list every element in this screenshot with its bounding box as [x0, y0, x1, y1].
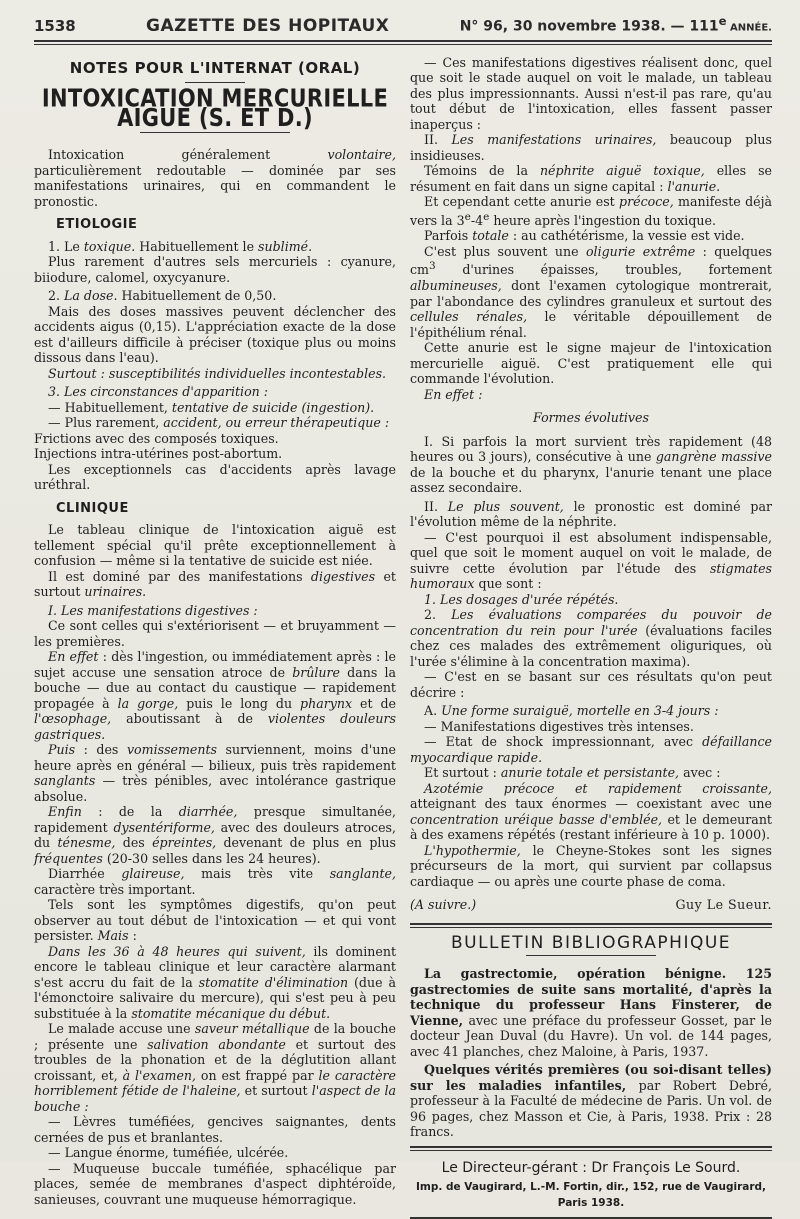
clinique-i-p1: Ce sont celles qui s'extériorisent — et bruyamment — les premières.	[34, 618, 396, 649]
etiology-3-l5: Les exceptionnels cas d'accidents après lavage uréthral.	[34, 461, 396, 493]
right-p6: Cette anurie est le signe majeur de l'intoxication mercurielle aiguë. C'est pratiquement elle qui commande l'évolution.	[410, 340, 772, 387]
formes-heading: Formes évolutives	[533, 410, 649, 426]
right-p1: — Ces manifestations digestives réalisent donc, quel que soit le stade auquel on voit le malade, un tableau des plus impressionnants. Aussi n'est-il pas rare, qu'au tout début de l'intoxication, elles fassent passer inaperçus :	[410, 54, 772, 132]
formes-3: — C'est pourquoi il est absolument indispensable, quel que soit le moment auquel on voit le malade, de suivre cette évolution par l'étude des stigmates humoraux que sont :	[410, 529, 772, 592]
clinique-i-p5: Diarrhée glaireuse, mais très vite sanglante, caractère très important.	[34, 866, 396, 897]
etiology-1: 1. Le toxique. Habituellement le sublimé.	[48, 238, 313, 254]
etiology-2b: Mais des doses massives peuvent déclencher des accidents aigus (0,15). L'appréciation exacte de la dose est d'ailleurs difficile à préciser (toxique plus ou moins dissous dans l'eau).	[34, 303, 396, 366]
page-header	[34, 14, 772, 40]
clinique-i-p7: Dans les 36 à 48 heures qui suivent, ils dominent encore le tableau clinique et leur caractère alarmant s'est accru du fait de la stomatite d'élimination (due à l'émonctoire salivaire du mercure), qui s'est peu à peu substituée à la stomatite mécanique du début.	[34, 943, 397, 1021]
section-clinique: CLINIQUE	[56, 500, 129, 516]
section-etiologie: ETIOLOGIE	[56, 217, 138, 233]
clinique-i-p2: En effet : dès l'ingestion, ou immédiatement après : le sujet accuse une sensation atroce de brûlure dans la bouche — due au contact du caustique — rapidement propagée à la gorge, puis le long du pharynx et de l'œsophage, aboutissant à de violentes douleurs gastriques.	[34, 649, 397, 742]
right-p3: Et cependant cette anurie est précoce, manifeste déjà vers la 3e-4e heure après l'ingestion du toxique.	[410, 194, 772, 228]
page-number: 1538	[34, 16, 76, 35]
author-name: Guy Le Sueur.	[675, 897, 772, 913]
etiology-2: 2. La dose. Habituellement de 0,50.	[48, 288, 277, 304]
forme-a-l2: — Etat de shock impressionnant, avec défaillance myocardique rapide.	[410, 734, 772, 765]
signature-line	[410, 897, 772, 913]
formes-5: 2. Les évaluations comparées du pouvoir de concentration du rein pour l'urée (évaluations faciles chez ces malades des extrêmement oliguriques, où l'urée s'élimine à la concentration maxima).	[410, 607, 772, 669]
clinique-i-l3: — Muqueuse buccale tuméfiée, sphacélique par places, semée de membranes d'aspect diphtéroïde, sanieuses, couvrant une muqueuse hémorragique.	[34, 1160, 396, 1207]
clinique-i-p4: Enfin : de la diarrhée, presque simultanée, rapidement dysentériforme, avec des douleurs atroces, du ténesme, des épreintes, devenant de plus en plus fréquentes (20-30 selles dans les 24 heures).	[34, 804, 397, 866]
journal-title: GAZETTE DES HOPITAUX	[146, 15, 390, 36]
to-be-continued: (A suivre.)	[410, 897, 477, 913]
bulletin-underline	[526, 955, 656, 956]
header-rule	[34, 40, 772, 45]
forme-a: A. Une forme suraiguë, mortelle en 3-4 jours :	[424, 703, 719, 719]
right-ii-head: II. Les manifestations urinaires, beaucoup plus insidieuses.	[410, 132, 772, 163]
director-line: Le Directeur-gérant : Dr François Le Sourd.	[441, 1159, 741, 1176]
etiology-2c: Surtout : susceptibilités individuelles incontestables.	[48, 365, 387, 381]
clinique-i-p6: Tels sont les symptômes digestifs, qu'on peut observer au tout début de l'intoxication — et qui vont persister. Mais :	[34, 897, 396, 944]
clinique-i-p3: Puis : des vomissements surviennent, moins d'une heure après en général — bilieux, puis très rapidement sanglants — très pénibles, avec intolérance gastrique absolue.	[34, 742, 397, 804]
formes-1: I. Si parfois la mort survient très rapidement (48 heures ou 3 jours), consécutive à une gangrène massive de la bouche et du pharynx, l'anurie tenant une place assez secondaire.	[410, 433, 772, 496]
article-rule	[140, 132, 290, 133]
etiology-1b: Plus rarement d'autres sels mercuriels : cyanure, biiodure, calomel, oxycyanure.	[34, 254, 396, 285]
imprint-line: Imp. de Vaugirard, L.-M. Fortin, dir., 152, rue de Vaugirard, Paris 1938.	[415, 1181, 767, 1209]
footer-rule	[410, 1146, 772, 1151]
right-p4: Parfois totale : au cathétérisme, la vessie est vide.	[424, 228, 745, 244]
forme-a-l1: — Manifestations digestives très intenses.	[424, 718, 694, 734]
etiology-3-l1: — Habituellement, tentative de suicide (ingestion).	[48, 399, 375, 415]
bib-entry-1: La gastrectomie, opération bénigne. 125 gastrectomies de suite sans mortalité, d'après la technique du professeur Hans Finsterer, de Vienne, avec une préface du professeur Gosset, par le docteur Jean Duval (du Havre). Un vol. de 144 pages, avec 41 planches, chez Maloine, à Paris, 1937.	[410, 966, 772, 1059]
etiology-3-l2: — Plus rarement, accident, ou erreur thérapeutique :	[48, 415, 390, 431]
clinique-i-l2: — Langue énorme, tuméfiée, ulcérée.	[48, 1145, 289, 1161]
etiology-3-l3: Frictions avec des composés toxiques.	[34, 430, 279, 446]
issue-date: N° 96, 30 novembre 1938. — 111e ANNÉE.	[459, 14, 772, 35]
forme-a-l5: L'hypothermie, le Cheyne-Stokes sont les signes précurseurs de la mort, qui survient par collapsus cardiaque — ou après une courte phase de coma.	[410, 842, 772, 889]
article-title: INTOXICATION MERCURIELLE AIGUE (S. ET D.)	[41, 84, 389, 132]
formes-2: II. Le plus souvent, le pronostic est dominé par l'évolution même de la néphrite.	[410, 498, 772, 530]
clinique-p1: Le tableau clinique de l'intoxication aiguë est tellement spécial qu'il prête exceptionnellement à confusion — même si la tentative de suicide est niée.	[34, 522, 396, 569]
clinique-i-p8: Le malade accuse une saveur métallique de la bouche ; présente une salivation abondante et surtout des troubles de la phonation et de la déglutition allant croissant, et, à l'examen, on est frappé par le caractère horriblement fétide de l'haleine, et surtout l'aspect de la bouche :	[34, 1021, 397, 1114]
formes-4: 1. Les dosages d'urée répétés.	[424, 591, 619, 607]
formes-6: — C'est en se basant sur ces résultats qu'on peut décrire :	[410, 669, 772, 700]
clinique-p2: Il est dominé par des manifestations digestives et surtout urinaires.	[34, 568, 396, 600]
clinique-i-head: I. Les manifestations digestives :	[48, 602, 258, 618]
columns	[34, 55, 772, 1219]
right-column	[410, 55, 772, 1219]
right-p2: Témoins de la néphrite aiguë toxique, elles se résument en fait dans un signe capital : l'anurie.	[410, 163, 772, 194]
left-column	[34, 55, 396, 1219]
intro-paragraph: Intoxication généralement volontaire, particulièrement redoutable — dominée par ses manifestations urinaires, qui en commandent le pronostic.	[34, 147, 396, 209]
bib-entry-2: Quelques vérités premières (ou soi-disant telles) sur les maladies infantiles, par Robert Debré, professeur à la Faculté de médecine de Paris. Un vol. de 96 pages, chez Masson et Cie, à Paris, 1938. Prix : 28 francs.	[410, 1062, 772, 1140]
etiology-3-l4: Injections intra-utérines post-abortum.	[34, 446, 283, 462]
forme-a-l4: Azotémie précoce et rapidement croissante, atteignant des taux énormes — coexistant avec une concentration uréique basse d'emblée, et le demeurant à des examens répétés (restant inférieure à 10 p. 1000).	[410, 780, 772, 843]
clinique-i-l1: — Lèvres tuméfiées, gencives saignantes, dents cernées de pus et branlantes.	[34, 1114, 396, 1145]
forme-a-l3: Et surtout : anurie totale et persistante, avec :	[424, 765, 721, 781]
bulletin-rule	[410, 923, 772, 928]
bulletin-title: BULLETIN BIBLIOGRAPHIQUE	[450, 932, 732, 953]
series-title: NOTES POUR L'INTERNAT (ORAL)	[69, 58, 361, 77]
etiology-3: 3. Les circonstances d'apparition :	[48, 384, 269, 400]
right-p7: En effet :	[424, 386, 483, 402]
right-p5: C'est plus souvent une oligurie extrême : quelques $cm^3$ d'urines épaisses, troubles, fortement albumineuses, dont l'examen cytologique montrerait, par l'abondance des cylindres granuleux et surtout des cellules rénales, le véritable dépouillement de l'épithélium rénal.	[410, 243, 772, 340]
